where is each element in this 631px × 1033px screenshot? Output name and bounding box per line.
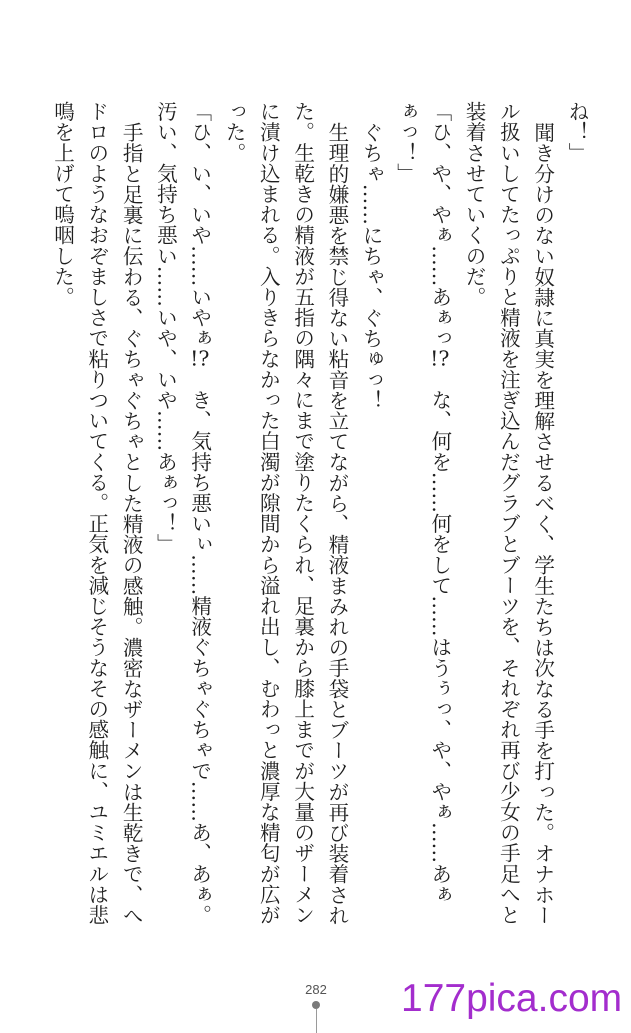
text-column: 「ひ、い、いや……いやぁ!? き、気持ち悪いぃ……精液ぐちゃぐちゃで……あ、あぁ。 <box>187 101 212 925</box>
text-column: った。 <box>222 101 247 163</box>
text-column: ぁっ！」 <box>393 101 418 184</box>
text-column: 「ひ、や、やぁ……あぁっ!? な、何を……何をして……はうぅっ、や、やぁ……あぁ <box>427 101 452 905</box>
page-marker-line <box>316 1009 317 1033</box>
text-column: 汚い、気持ち悪い……いや、いや……あぁっ！」 <box>153 101 178 555</box>
page-body-text <box>45 101 594 933</box>
page-marker-dot <box>312 1001 320 1009</box>
text-column: ドロのようなおぞましさで粘りついてくる。正気を減じそうなその感触に、ユミエルは悲 <box>84 101 109 925</box>
tate-chu-yoko-mark: !? <box>190 348 210 369</box>
text-column: ぐちゃ……にちゃ、ぐちゅっ！ <box>359 121 384 410</box>
text-column: に漬け込まれる。入りきらなかった白濁が隙間から溢れ出し、むわっと濃厚な精匂が広が <box>256 101 281 925</box>
text-column: 手指と足裏に伝わる、ぐちゃぐちゃとした精液の感触。濃密なザーメンは生乾きで、へ <box>119 121 144 925</box>
watermark: 177pica.com <box>401 977 623 1020</box>
text-column: 鳴を上げて嗚咽した。 <box>50 101 75 307</box>
text-column: 生理的嫌悪を禁じ得ない粘音を立てながら、精液まみれの手袋とブーツが再び装着され <box>324 121 349 925</box>
text-column: 聞き分けのない奴隷に真実を理解させるべく、学生たちは次なる手を打った。オナホー <box>530 121 555 925</box>
text-column: ル扱いしてたっぷりと精液を注ぎ込んだグラブとブーツを、それぞれ再び少女の手足へと <box>496 101 521 925</box>
text-column: た。生乾きの精液が五指の隅々にまで塗りたくられ、足裏から膝上までが大量のザーメン <box>290 101 315 925</box>
text-column: 装着させていくのだ。 <box>462 101 487 307</box>
text-column: ね！」 <box>565 101 589 163</box>
page-number: 282 <box>305 982 327 997</box>
tate-chu-yoko-mark: !? <box>430 348 450 369</box>
